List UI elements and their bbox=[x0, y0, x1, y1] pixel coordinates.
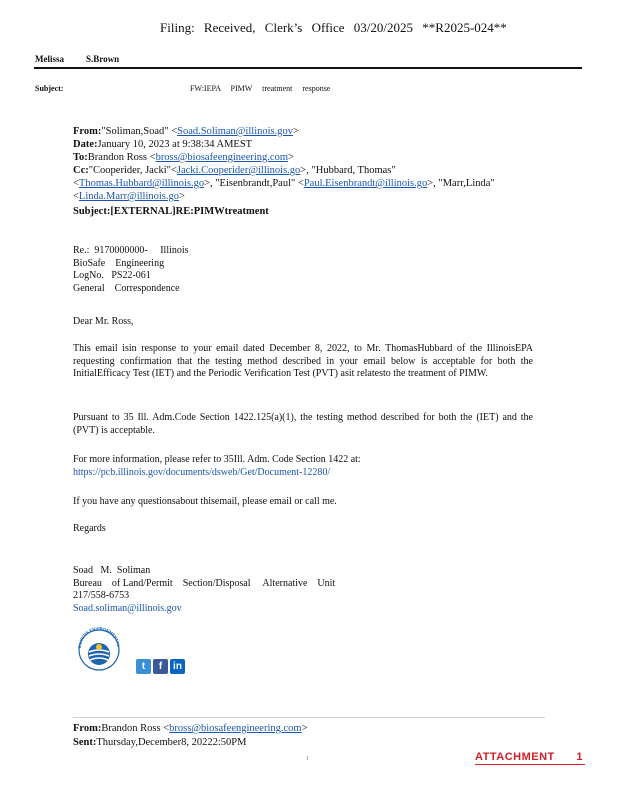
sender-name bbox=[35, 54, 141, 64]
to-name: Brandon Ross < bbox=[87, 152, 156, 163]
paragraph-4: If you have any questionsabout thisemail, please email or call me. bbox=[73, 496, 337, 507]
date-value: January 10, 2023 at 9:38:34 AMEST bbox=[97, 139, 253, 150]
subject-value: [EXTERNAL]RE:PIMWtreatment bbox=[110, 206, 269, 217]
forward-divider bbox=[73, 717, 545, 718]
header-divider bbox=[34, 67, 582, 69]
subject-label: Subject: bbox=[73, 206, 111, 217]
from-email-link[interactable]: Soad.Soliman@illinois.gov bbox=[177, 126, 293, 137]
signature-email-link[interactable]: Soad.soliman@illinois.gov bbox=[73, 602, 182, 614]
attachment-label bbox=[475, 751, 585, 765]
cc-2-close: >, "Eisenbrandt,Paul" < bbox=[204, 178, 304, 189]
attachment-text: ATTACHMENT bbox=[475, 751, 555, 763]
forwarded-sent-line bbox=[73, 736, 246, 749]
forwarded-from-label: From: bbox=[73, 723, 102, 734]
to-label: To: bbox=[73, 152, 88, 163]
paragraph-3-text: For more information, please refer to 35Ill. Adm. Code Section 1422 at: bbox=[73, 454, 361, 465]
cc-label: Cc: bbox=[73, 165, 89, 176]
date-label: Date: bbox=[73, 139, 98, 150]
paragraph-2: Pursuant to 35 Ill. Adm.Code Section 1422.125(a)(1), the testing method described for both the (IET) and the (PVT) is acceptable. bbox=[73, 412, 533, 436]
cc-line-1 bbox=[73, 164, 396, 177]
subject-bar-text: FW:IEPA PIMW treatment response bbox=[190, 84, 331, 93]
cc-1-email-link[interactable]: Jacki.Cooperider@illinois.go bbox=[176, 165, 301, 176]
paragraph-3 bbox=[73, 454, 533, 479]
forwarded-from-close: > bbox=[301, 723, 308, 734]
ref-line-1: Re.: 9170000000- Illinois bbox=[73, 245, 189, 256]
from-label: From: bbox=[73, 126, 102, 137]
cc-line-2 bbox=[73, 177, 495, 190]
from-name: "Soliman,Soad" < bbox=[101, 126, 178, 137]
sender-last-name: S.Brown bbox=[86, 54, 120, 64]
attachment-number: 1 bbox=[576, 751, 583, 763]
reference-block bbox=[73, 245, 533, 295]
from-close: > bbox=[292, 126, 299, 137]
date-line bbox=[73, 138, 252, 151]
cc-1-name: "Cooperider, Jacki"< bbox=[88, 165, 177, 176]
signature-phone: 217/558-6753 bbox=[73, 590, 130, 601]
to-line bbox=[73, 151, 294, 164]
forwarded-sent-value: Thursday,December8, 20222:50PM bbox=[96, 737, 247, 748]
forwarded-from-name: Brandon Ross < bbox=[101, 723, 170, 734]
signature-title: Bureau of Land/Permit Section/Disposal Alternative Unit bbox=[73, 577, 336, 589]
seal-text: ILLINOIS ENVIRONMENTAL bbox=[76, 625, 121, 649]
cc-line-3 bbox=[73, 190, 185, 203]
cc-1-close: >, "Hubbard, Thomas" bbox=[300, 165, 396, 176]
cc-4-open: < bbox=[73, 191, 79, 202]
cc-2-email-link[interactable]: Thomas.Hubbard@illinois.go bbox=[78, 178, 205, 189]
cc-3-email-link[interactable]: Paul.Eisenbrandt@illinois.go bbox=[303, 178, 428, 189]
cc-4-close: > bbox=[179, 191, 185, 202]
page-mark: 1 bbox=[306, 756, 309, 762]
ref-line-3: LogNo. PS22-061 bbox=[73, 270, 151, 281]
linkedin-icon[interactable]: in bbox=[170, 659, 185, 674]
sender-first-name: Melissa bbox=[35, 54, 64, 64]
filing-stamp: Filing: Received, Clerk’s Office 03/20/2025 **R2025-024** bbox=[160, 20, 507, 35]
twitter-icon[interactable]: t bbox=[136, 659, 151, 674]
ref-line-2: BioSafe Engineering bbox=[73, 257, 165, 269]
to-email-link[interactable]: bross@biosafeengineering.com bbox=[155, 152, 288, 163]
signature-name: Soad M. Soliman bbox=[73, 565, 151, 576]
cc-3-close: >, "Marr,Linda" bbox=[427, 178, 495, 189]
facebook-icon[interactable]: f bbox=[153, 659, 168, 674]
subject-bar-label: Subject: bbox=[35, 84, 64, 93]
to-close: > bbox=[288, 152, 294, 163]
social-links bbox=[136, 659, 185, 674]
forwarded-from-line bbox=[73, 722, 308, 735]
agency-seal-logo bbox=[73, 622, 125, 674]
cc-4-email-link[interactable]: Linda.Marr@illinois.go bbox=[78, 191, 179, 202]
paragraph-1: This email isin response to your email dated December 8, 2022, to Mr. ThomasHubbard of the IllinoisEPA requesting confirmation that the testing method described in your email below is acceptable for both the InitialEfficacy Test (IET) and the Periodic Verification Test (PVT) asit relatesto the treatment of PIMW. bbox=[73, 343, 533, 379]
closing: Regards bbox=[73, 523, 106, 534]
regulation-link[interactable]: https://pcb.illinois.gov/documents/dsweb/Get/Document-12280/ bbox=[73, 466, 331, 478]
signature-block bbox=[73, 565, 533, 615]
forwarded-from-email-link[interactable]: bross@biosafeengineering.com bbox=[169, 723, 302, 734]
salutation: Dear Mr. Ross, bbox=[73, 316, 134, 327]
ref-line-4: General Correspondence bbox=[73, 282, 180, 294]
forwarded-sent-label: Sent: bbox=[73, 737, 97, 748]
from-line bbox=[73, 125, 299, 138]
cc-2-open: < bbox=[73, 178, 79, 189]
subject-line bbox=[73, 205, 269, 218]
